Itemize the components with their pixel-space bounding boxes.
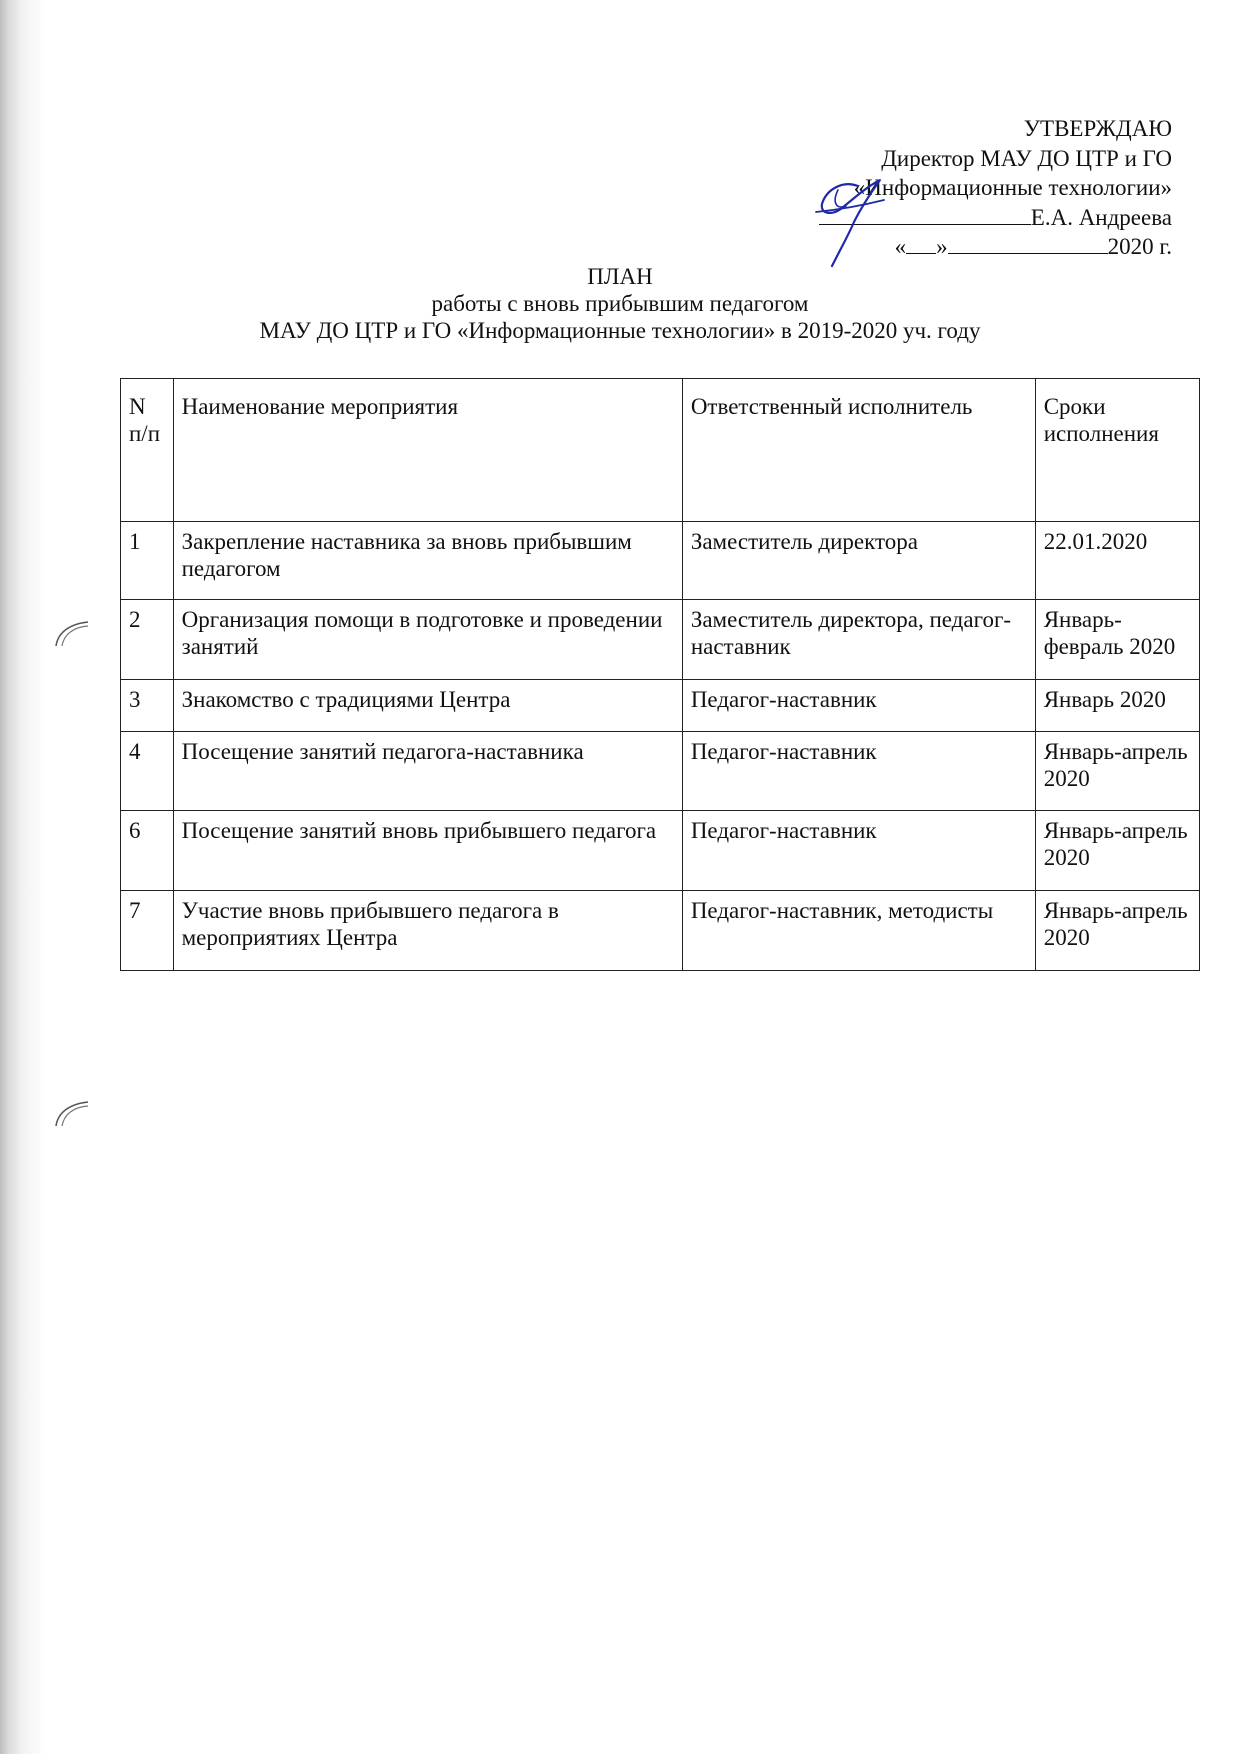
row-name: Посещение занятий вновь прибывшего педагога bbox=[173, 811, 682, 891]
row-number: 7 bbox=[121, 891, 174, 971]
row-number: 1 bbox=[121, 522, 174, 600]
row-responsible: Заместитель директора bbox=[682, 522, 1035, 600]
document-subtitle-2: МАУ ДО ЦТР и ГО «Информационные технологии» в 2019-2020 уч. году bbox=[259, 318, 981, 343]
date-open-quote: « bbox=[894, 234, 907, 259]
table-row bbox=[121, 680, 1200, 732]
row-deadline: Январь-апрель 2020 bbox=[1035, 732, 1199, 811]
row-responsible: Педагог-наставник bbox=[682, 732, 1035, 811]
table-row bbox=[121, 522, 1200, 600]
header-number: N п/п bbox=[121, 379, 174, 522]
document-subtitle-1: работы с вновь прибывшим педагогом bbox=[431, 291, 809, 316]
month-underline bbox=[948, 252, 1108, 254]
row-name: Посещение занятий педагога-наставника bbox=[173, 732, 682, 811]
table-row bbox=[121, 732, 1200, 811]
row-responsible: Педагог-наставник, методисты bbox=[682, 891, 1035, 971]
date-close-quote: » bbox=[936, 234, 948, 259]
row-name: Закрепление наставника за вновь прибывшим педагогом bbox=[173, 522, 682, 600]
row-deadline: Январь-апрель 2020 bbox=[1035, 811, 1199, 891]
approval-heading: УТВЕРЖДАЮ bbox=[1023, 116, 1172, 141]
approval-position: Директор МАУ ДО ЦТР и ГО bbox=[881, 145, 1172, 171]
handwritten-signature bbox=[780, 150, 910, 280]
row-name: Знакомство с традициями Центра bbox=[173, 680, 682, 732]
approval-signatory: Е.А. Андреева bbox=[1030, 204, 1172, 230]
approval-organization: «Информационные технологии» bbox=[853, 175, 1172, 200]
document-title: ПЛАН bbox=[587, 264, 653, 289]
table-header-row bbox=[121, 379, 1200, 522]
row-number: 2 bbox=[121, 600, 174, 680]
row-deadline: Январь-февраль 2020 bbox=[1035, 600, 1199, 680]
approval-year: 2020 г. bbox=[1107, 234, 1172, 259]
header-name: Наименование мероприятия bbox=[173, 379, 682, 522]
punch-mark-upper bbox=[52, 618, 92, 648]
day-underline bbox=[906, 252, 936, 254]
row-responsible: Педагог-наставник bbox=[682, 811, 1035, 891]
table-row bbox=[121, 600, 1200, 680]
plan-table bbox=[120, 378, 1200, 971]
row-number: 3 bbox=[121, 680, 174, 732]
row-name: Организация помощи в подготовке и проведении занятий bbox=[173, 600, 682, 680]
row-responsible: Педагог-наставник bbox=[682, 680, 1035, 732]
header-responsible: Ответственный исполнитель bbox=[682, 379, 1035, 522]
row-deadline: Январь-апрель 2020 bbox=[1035, 891, 1199, 971]
table-row bbox=[121, 891, 1200, 971]
document-title-block bbox=[0, 263, 1240, 344]
table-row bbox=[121, 811, 1200, 891]
row-responsible: Заместитель директора, педагог-наставник bbox=[682, 600, 1035, 680]
row-number: 6 bbox=[121, 811, 174, 891]
header-deadline: Сроки исполнения bbox=[1035, 379, 1199, 522]
row-number: 4 bbox=[121, 732, 174, 811]
row-deadline: Январь 2020 bbox=[1035, 680, 1199, 732]
row-name: Участие вновь прибывшего педагога в мероприятиях Центра bbox=[173, 891, 682, 971]
punch-mark-lower bbox=[52, 1098, 92, 1128]
row-deadline: 22.01.2020 bbox=[1035, 522, 1199, 600]
